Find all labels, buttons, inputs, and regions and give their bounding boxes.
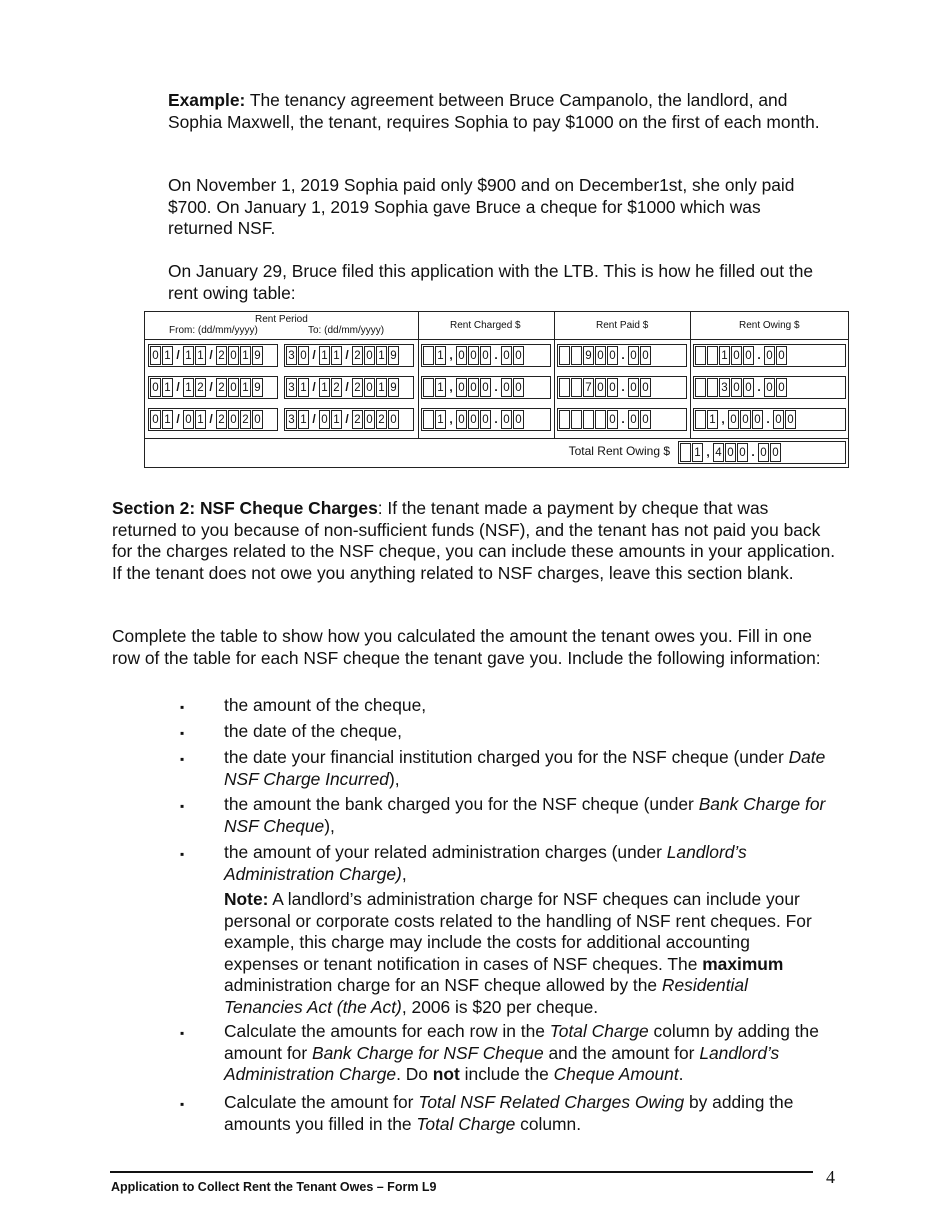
digit-box: 0 — [468, 378, 479, 397]
example-paragraph-3: On January 29, Bruce filed this application with the LTB. This is how he filled out the rent owing table: — [168, 261, 814, 303]
digit-box: 0 — [501, 410, 512, 429]
separator: . — [494, 380, 498, 394]
separator: . — [621, 380, 625, 394]
digit-box: 0 — [628, 410, 639, 429]
digit-box: 9 — [583, 346, 594, 365]
digit-box: 2 — [240, 410, 251, 429]
digit-box: 4 — [713, 443, 724, 462]
digit-box: 1 — [195, 410, 206, 429]
digit-box: 2 — [216, 346, 227, 365]
note-paragraph: Note: A landlord’s administration charge for NSF cheques can include your personal or corporate costs related to the handling of NSF rent cheques. For example, this charge may include the costs for additional accounting expenses or tenant notification in cases of NSF cheques. The maximum administration charge for an NSF cheque allowed by the Residential Tenancies Act (the Act), 2006 is $20 per cheque. — [224, 889, 812, 1017]
bullet-item: the date your financial institution charged you for the NSF cheque (under Date NSF Charge Incurred), — [224, 747, 826, 789]
digit-box: 0 — [743, 346, 754, 365]
bullet-item: the amount of the cheque, — [224, 695, 427, 715]
digit-box — [695, 410, 706, 429]
digit-box — [595, 410, 606, 429]
digit-box: 2 — [376, 410, 387, 429]
bullet-item: the amount of your related administration charges (under Landlord’s Administration Charge), — [224, 842, 747, 884]
digit-box — [559, 346, 570, 365]
digit-box: 1 — [195, 346, 206, 365]
digit-box: 1 — [319, 378, 330, 397]
digit-box: 1 — [183, 346, 194, 365]
digit-box — [423, 346, 434, 365]
header-divider — [145, 339, 848, 340]
rent-paid-field[interactable] — [557, 376, 687, 399]
digit-box: 0 — [731, 346, 742, 365]
separator: . — [494, 348, 498, 362]
digit-box — [423, 410, 434, 429]
separator: / — [312, 380, 316, 394]
digit-box: 1 — [331, 410, 342, 429]
rent-charged-field[interactable] — [421, 344, 551, 367]
to-date-field[interactable] — [284, 376, 414, 399]
digit-box: 0 — [364, 346, 375, 365]
digit-box: 0 — [640, 378, 651, 397]
digit-box: 1 — [162, 410, 173, 429]
rent-owing-field[interactable] — [693, 376, 846, 399]
separator: , — [706, 445, 710, 459]
bullet-icon: ▪ — [180, 726, 185, 740]
digit-box: 0 — [501, 346, 512, 365]
digit-box: 3 — [286, 378, 297, 397]
header-rent-period: Rent Period — [255, 314, 308, 325]
digit-box: 0 — [764, 378, 775, 397]
to-date-field[interactable] — [284, 344, 414, 367]
digit-box: 1 — [319, 346, 330, 365]
digit-box — [707, 378, 718, 397]
separator: , — [721, 412, 725, 426]
digit-box: 1 — [298, 410, 309, 429]
separator: / — [209, 380, 213, 394]
digit-box: 0 — [725, 443, 736, 462]
digit-box: 0 — [640, 346, 651, 365]
rent-charged-field[interactable] — [421, 376, 551, 399]
digit-box: 9 — [388, 346, 399, 365]
rent-owing-field[interactable] — [693, 408, 846, 431]
example-paragraph-2: On November 1, 2019 Sophia paid only $900 and on December1st, she only paid $700. On January 1, 2019 Sophia gave Bruce a cheque for $1000 which was returned NSF. — [168, 175, 795, 238]
separator: / — [312, 348, 316, 362]
separator: . — [757, 380, 761, 394]
digit-box: 0 — [228, 378, 239, 397]
digit-box: 2 — [216, 410, 227, 429]
digit-box: 3 — [286, 346, 297, 365]
example-heading: Example: — [168, 90, 246, 110]
digit-box: 0 — [150, 410, 161, 429]
digit-box: 3 — [719, 378, 730, 397]
digit-box: 0 — [298, 346, 309, 365]
digit-box: 0 — [513, 410, 524, 429]
bullet-item: the amount the bank charged you for the NSF cheque (under Bank Charge for NSF Cheque), — [224, 794, 826, 836]
digit-box: 2 — [352, 410, 363, 429]
col-divider — [418, 312, 419, 438]
bullet-icon: ▪ — [180, 847, 185, 861]
digit-box: 1 — [162, 346, 173, 365]
bullet-item: the date of the cheque, — [224, 721, 402, 741]
digit-box: 0 — [228, 410, 239, 429]
digit-box: 0 — [785, 410, 796, 429]
header-from: From: (dd/mm/yyyy) — [169, 325, 258, 336]
rent-paid-field[interactable] — [557, 408, 687, 431]
digit-box: 3 — [286, 410, 297, 429]
digit-box: 0 — [252, 410, 263, 429]
digit-box: 0 — [607, 346, 618, 365]
digit-box: 0 — [628, 346, 639, 365]
separator: / — [209, 412, 213, 426]
digit-box: 0 — [480, 346, 491, 365]
digit-box: 0 — [776, 346, 787, 365]
digit-box: 0 — [764, 346, 775, 365]
digit-box: 0 — [728, 410, 739, 429]
digit-box — [559, 378, 570, 397]
col-divider — [690, 312, 691, 438]
digit-box: 1 — [240, 346, 251, 365]
digit-box: 0 — [513, 346, 524, 365]
bullet-icon: ▪ — [180, 1026, 185, 1040]
digit-box: 1 — [240, 378, 251, 397]
separator: . — [766, 412, 770, 426]
digit-box: 0 — [640, 410, 651, 429]
digit-box: 2 — [352, 378, 363, 397]
separator: , — [449, 380, 453, 394]
digit-box: 0 — [737, 443, 748, 462]
footer-rule — [110, 1171, 813, 1173]
digit-box: 0 — [468, 346, 479, 365]
digit-box: 0 — [628, 378, 639, 397]
complete-paragraph: Complete the table to show how you calculated the amount the tenant owes you. Fill in one row of the table for each NSF cheque the tenant gave you. Include the following information: — [112, 626, 821, 668]
separator: / — [345, 380, 349, 394]
separator: . — [621, 348, 625, 362]
digit-box: 0 — [388, 410, 399, 429]
digit-box: 0 — [150, 346, 161, 365]
digit-box: 0 — [228, 346, 239, 365]
digit-box — [695, 346, 706, 365]
separator: / — [345, 412, 349, 426]
digit-box: 0 — [468, 410, 479, 429]
bullet-item: Calculate the amounts for each row in the Total Charge column by adding the amount for Bank Charge for NSF Cheque and the amount for Landlord’s Administration Charge. Do not include the Cheque Amount. — [224, 1021, 819, 1084]
digit-box — [559, 410, 570, 429]
from-date-field[interactable] — [148, 376, 278, 399]
bullet-icon: ▪ — [180, 700, 185, 714]
digit-box: 0 — [758, 443, 769, 462]
digit-box: 0 — [595, 346, 606, 365]
digit-box: 1 — [376, 378, 387, 397]
digit-box — [571, 346, 582, 365]
digit-box: 0 — [501, 378, 512, 397]
digit-box: 2 — [195, 378, 206, 397]
digit-box — [571, 410, 582, 429]
digit-box: 0 — [456, 378, 467, 397]
digit-box: 0 — [364, 410, 375, 429]
section2-paragraph: Section 2: NSF Cheque Charges: If the tenant made a payment by cheque that was returned to you because of non-sufficient funds (NSF), and the tenant has not paid you back for the charges related to the NSF cheque, you can include these amounts in your application. If the tenant does not owe you anything related to NSF charges, leave this section blank. — [112, 498, 836, 583]
digit-box: 1 — [435, 410, 446, 429]
digit-box: 0 — [456, 410, 467, 429]
footer-title: Application to Collect Rent the Tenant Owes – Form L9 — [111, 1180, 437, 1194]
digit-box — [695, 378, 706, 397]
digit-box — [583, 410, 594, 429]
digit-box: 0 — [607, 410, 618, 429]
separator: / — [176, 348, 180, 362]
digit-box: 0 — [752, 410, 763, 429]
separator: . — [757, 348, 761, 362]
separator: / — [209, 348, 213, 362]
digit-box: 0 — [731, 378, 742, 397]
digit-box — [680, 443, 691, 462]
header-rent-paid: Rent Paid $ — [596, 320, 649, 331]
digit-box: 0 — [607, 378, 618, 397]
separator: . — [751, 445, 755, 459]
section2-heading: Section 2: NSF Cheque Charges — [112, 498, 378, 518]
separator: / — [176, 380, 180, 394]
digit-box: 2 — [352, 346, 363, 365]
separator: / — [312, 412, 316, 426]
digit-box: 0 — [480, 410, 491, 429]
digit-box: 1 — [435, 346, 446, 365]
col-divider — [554, 312, 555, 438]
header-rent-owing: Rent Owing $ — [739, 320, 800, 331]
digit-box: 1 — [435, 378, 446, 397]
bullet-item: Calculate the amount for Total NSF Related Charges Owing by adding the amounts you filled in the Total Charge column. — [224, 1092, 794, 1134]
to-date-field[interactable] — [284, 408, 414, 431]
digit-box: 0 — [319, 410, 330, 429]
rent-charged-field[interactable] — [421, 408, 551, 431]
digit-box: 0 — [513, 378, 524, 397]
digit-box: 0 — [770, 443, 781, 462]
digit-box: 1 — [692, 443, 703, 462]
digit-box — [423, 378, 434, 397]
digit-box: 1 — [707, 410, 718, 429]
digit-box: 9 — [252, 346, 263, 365]
digit-box — [707, 346, 718, 365]
rent-owing-field[interactable] — [693, 344, 846, 367]
example-paragraph: Example: The tenancy agreement between Bruce Campanolo, the landlord, and Sophia Maxwell, the tenant, requires Sophia to pay $1000 on the first of each month. — [168, 90, 820, 132]
digit-box: 0 — [364, 378, 375, 397]
digit-box: 1 — [376, 346, 387, 365]
digit-box: 0 — [183, 410, 194, 429]
rent-owing-table — [144, 311, 849, 468]
digit-box: 0 — [776, 378, 787, 397]
digit-box: 1 — [331, 346, 342, 365]
digit-box: 1 — [298, 378, 309, 397]
bullet-icon: ▪ — [180, 1097, 185, 1111]
separator: / — [176, 412, 180, 426]
page-number: 4 — [826, 1167, 835, 1187]
from-date-field[interactable] — [148, 408, 278, 431]
header-rent-charged: Rent Charged $ — [450, 320, 521, 331]
digit-box: 9 — [252, 378, 263, 397]
rent-paid-field[interactable] — [557, 344, 687, 367]
digit-box: 0 — [773, 410, 784, 429]
header-to: To: (dd/mm/yyyy) — [308, 325, 385, 336]
digit-box: 2 — [331, 378, 342, 397]
digit-box: 0 — [743, 378, 754, 397]
digit-box: 7 — [583, 378, 594, 397]
separator: . — [621, 412, 625, 426]
digit-box: 0 — [150, 378, 161, 397]
digit-box: 2 — [216, 378, 227, 397]
total-divider — [145, 438, 848, 439]
separator: . — [494, 412, 498, 426]
bullet-icon: ▪ — [180, 799, 185, 813]
digit-box: 0 — [480, 378, 491, 397]
from-date-field[interactable] — [148, 344, 278, 367]
digit-box: 0 — [740, 410, 751, 429]
digit-box — [571, 378, 582, 397]
digit-box: 0 — [595, 378, 606, 397]
separator: / — [345, 348, 349, 362]
digit-box: 1 — [183, 378, 194, 397]
digit-box: 1 — [719, 346, 730, 365]
digit-box: 1 — [162, 378, 173, 397]
digit-box: 9 — [388, 378, 399, 397]
separator: , — [449, 412, 453, 426]
digit-box: 0 — [456, 346, 467, 365]
separator: , — [449, 348, 453, 362]
bullet-icon: ▪ — [180, 752, 185, 766]
total-rent-owing-label: Total Rent Owing $ — [568, 444, 670, 458]
